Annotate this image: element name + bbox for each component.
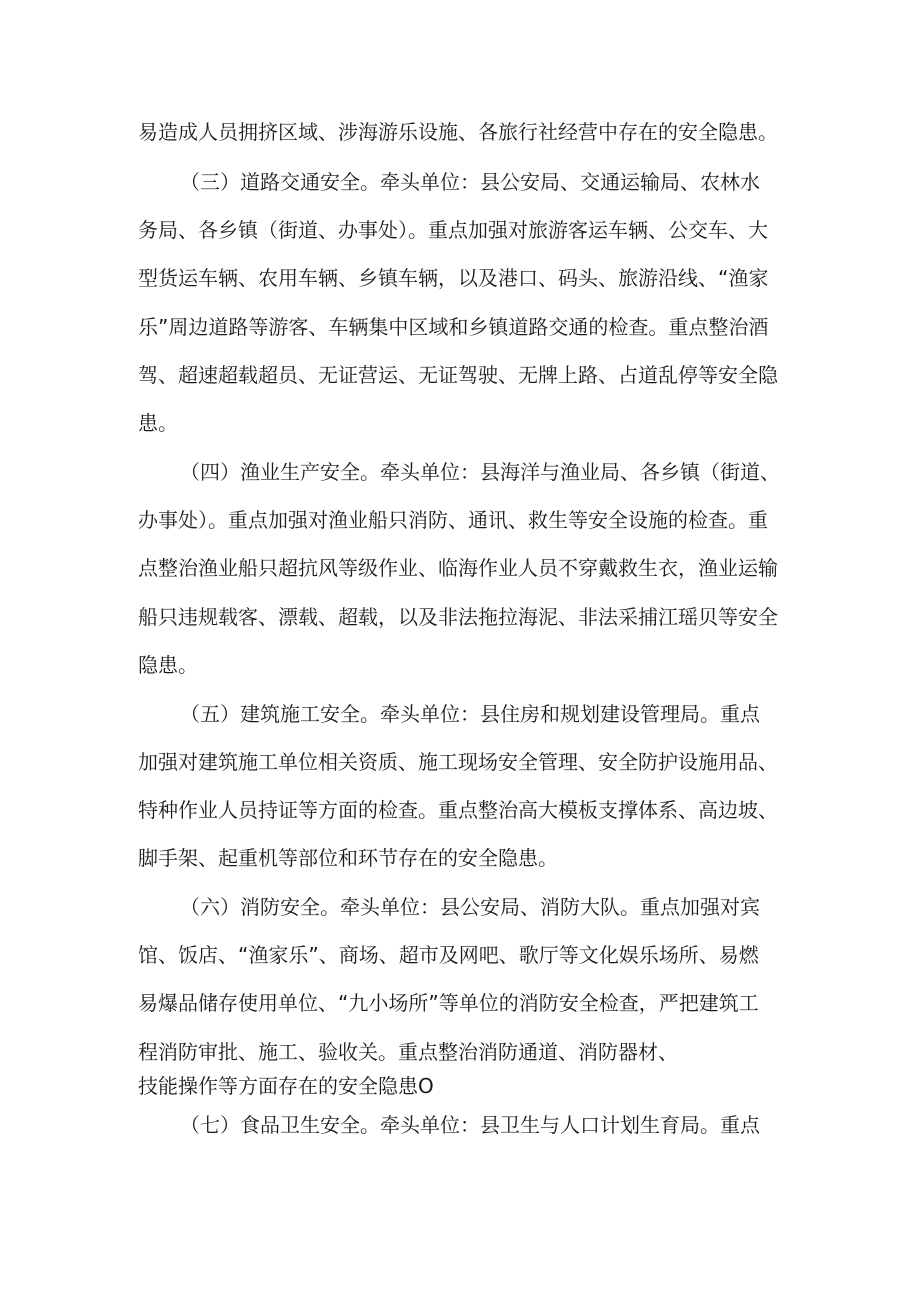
section-4-heading-line: （四）渔业生产安全。牵头单位：县海洋与渔业局、各乡镇（街道、 <box>180 460 780 484</box>
section-5-heading-line: （五）建筑施工安全。牵头单位：县住房和规划建设管理局。重点 <box>180 702 760 726</box>
text-line: 加强对建筑施工单位相关资质、施工现场安全管理、安全防护设施用品、 <box>138 750 778 774</box>
text-line: 点整治渔业船只超抗风等级作业、临海作业人员不穿戴救生衣，渔业运输 <box>138 556 778 580</box>
text-line: 务局、各乡镇（街道、办事处）。重点加强对旅游客运车辆、公交车、大 <box>138 218 768 242</box>
text-line: 馆、饭店、“渔家乐”、商场、超市及网吧、歌厅等文化娱乐场所、易燃 <box>138 943 759 967</box>
text-line: 隐患。 <box>138 653 198 677</box>
text-line: 办事处）。重点加强对渔业船只消防、通讯、救生等安全设施的检查。重 <box>138 508 768 532</box>
text-line: 船只违规载客、漂载、超载，以及非法拖拉海泥、非法采捕江瑶贝等安全 <box>138 605 778 629</box>
text-line: 程消防审批、施工、验收关。重点整治消防通道、消防器材、 <box>138 1040 678 1064</box>
text-line: 特种作业人员持证等方面的检查。重点整治高大模板支撑体系、高边坡、 <box>138 798 778 822</box>
section-7-heading-line: （七）食品卫生安全。牵头单位：县卫生与人口计划生育局。重点 <box>180 1113 760 1137</box>
text-line: 技能操作等方面存在的安全隐患O <box>138 1074 434 1098</box>
text-line: 乐”周边道路等游客、车辆集中区域和乡镇道路交通的检查。重点整治酒 <box>138 315 769 339</box>
text-line: 驾、超速超载超员、无证营运、无证驾驶、无牌上路、占道乱停等安全隐 <box>138 363 778 387</box>
text-line: 易造成人员拥挤区域、涉海游乐设施、各旅行社经营中存在的安全隐患。 <box>138 120 778 144</box>
text-line: 易爆品储存使用单位、“九小场所”等单位的消防安全检查，严把建筑工 <box>138 991 759 1015</box>
section-6-heading-line: （六）消防安全。牵头单位：县公安局、消防大队。重点加强对宾 <box>180 895 760 919</box>
text-line: 患。 <box>138 411 178 435</box>
text-line: 型货运车辆、农用车辆、乡镇车辆，以及港口、码头、旅游沿线、“渔家 <box>138 266 769 290</box>
text-line: 脚手架、起重机等部位和环节存在的安全隐患。 <box>138 846 558 870</box>
section-3-heading-line: （三）道路交通安全。牵头单位：县公安局、交通运输局、农林水 <box>180 170 760 194</box>
